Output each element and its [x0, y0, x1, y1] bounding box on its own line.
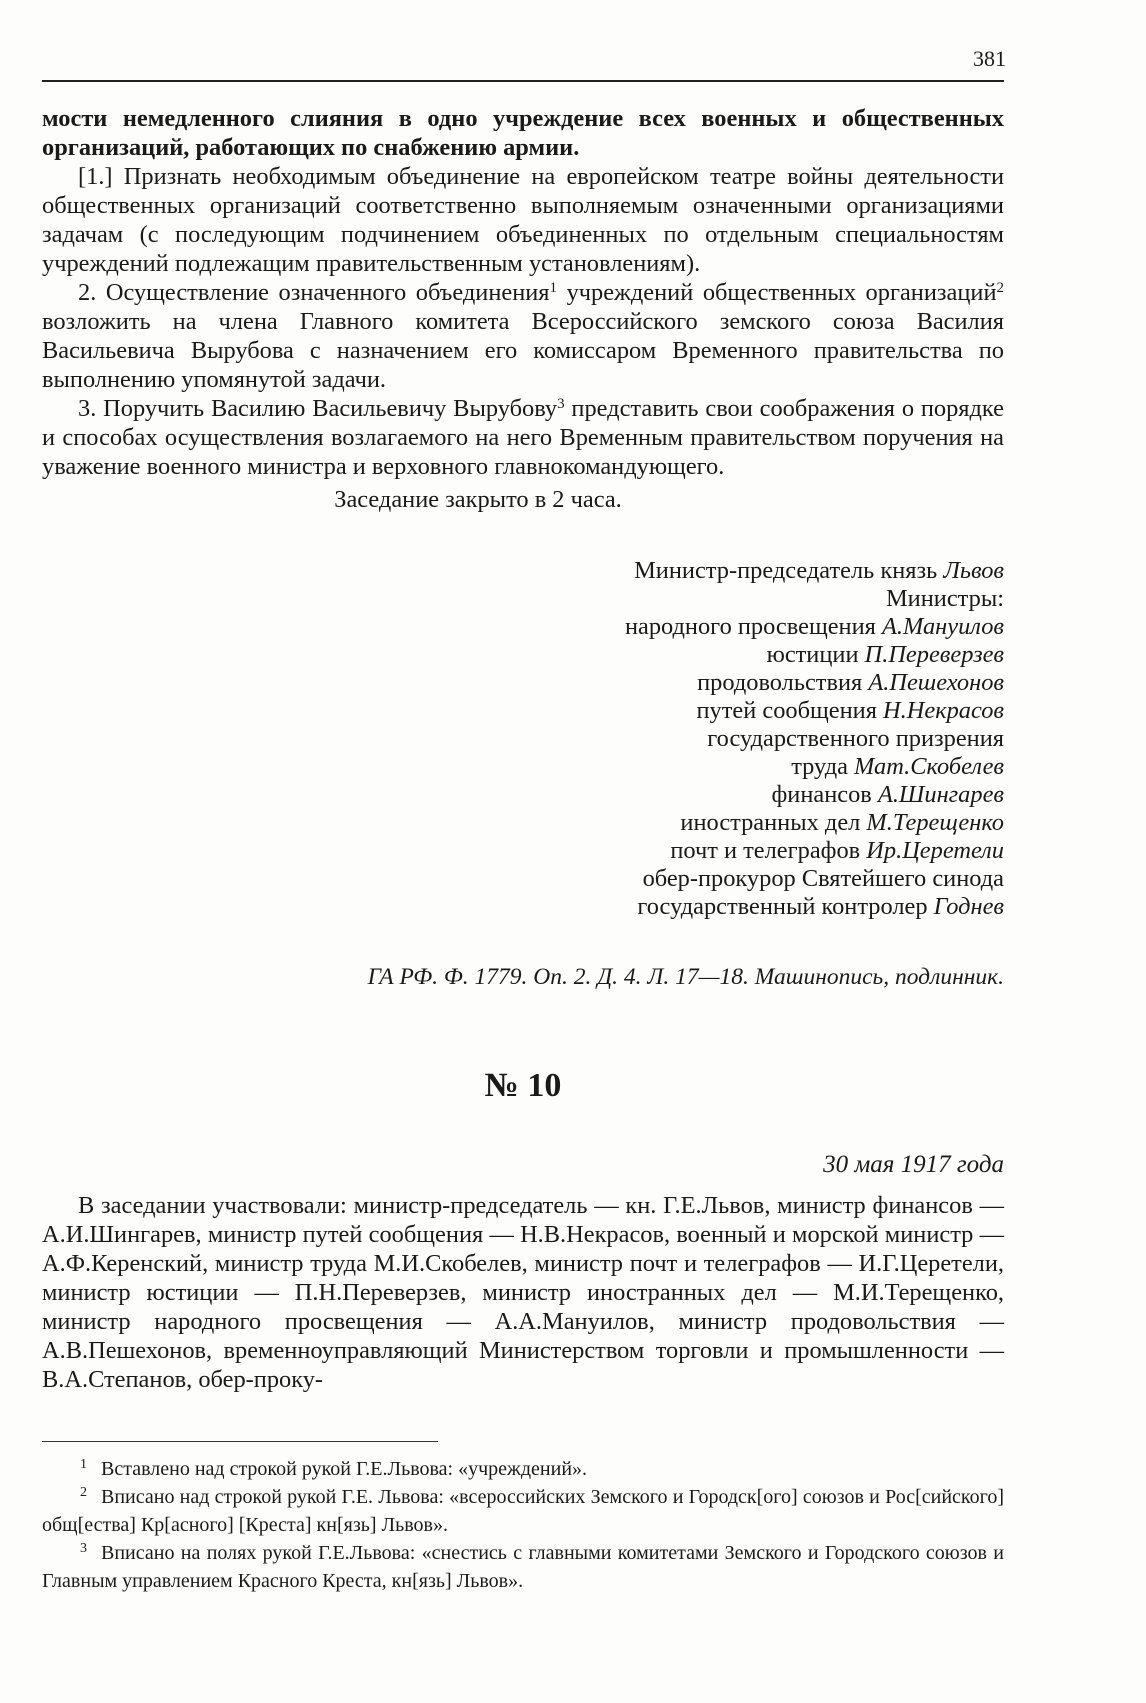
signature-line: труда Мат.Скобелев	[791, 753, 1004, 780]
signature-line: государственного призрения	[707, 725, 1004, 752]
footnote-2: $^2$ Вписано над строкой рукой Г.Е. Львова: «всероссийских Земского и Городск[ого] союзов и Рос[сийского] общ[ества] Кр[асного] [Креста] кн[язь] Львов».	[42, 1485, 1004, 1536]
signature-line: юстиции П.Переверзев	[766, 641, 1004, 668]
footnote-rule	[42, 1441, 438, 1442]
signature-line: финансов А.Шингарев	[771, 781, 1004, 808]
continuation-paragraph: мости немедленного слияния в одно учреждение всех военных и общественных организаций, работающих по снабжению армии.	[42, 105, 1004, 161]
signature-block	[42, 557, 1004, 921]
signature-line: иностранных дел М.Терещенко	[680, 809, 1004, 836]
document-date: 30 мая 1917 года	[823, 1151, 1004, 1178]
footnote-ref-3: 3	[557, 396, 565, 412]
attendance-paragraph: В заседании участвовали: министр-председатель — кн. Г.Е.Львов, министр финансов — А.И.Шингарев, министр путей сообщения — Н.В.Некрасов, военный и морской министр — А.Ф.Керенский, министр труда М.И.Скобелев, министр почт и телеграфов — И.Г.Церетели, министр юстиции — П.Н.Переверзев, министр иностранных дел — М.И.Терещенко, министр народного просвещения — А.А.Мануилов, министр продовольствия — А.В.Пешехонов, временноуправляющий Министерством торговли и промышленности — В.А.Степанов, обер-проку-	[42, 1192, 1004, 1393]
signature-line: народного просвещения А.Мануилов	[624, 613, 1004, 640]
item-2-paragraph: 2. Осуществление означенного объединения$^1$ учреждений общественных организаций$^2$ возложить на члена Главного комитета Всероссийского земского союза Василия Васильевича Вырубова с назначением его комиссаром Временного правительства по выполнению упомянутой задачи.	[42, 279, 1004, 393]
signature-line: путей сообщения Н.Некрасов	[696, 697, 1004, 724]
closing-line: Заседание закрыто в 2 часа.	[334, 486, 622, 513]
document-number: № 10	[484, 1067, 562, 1104]
header-rule	[42, 80, 1004, 82]
item-3-paragraph: 3. Поручить Василию Васильевичу Вырубову$^3$ представить свои соображения о порядке и способах осуществления возлагаемого на него Временным правительством поручения на уважение военного министра и верховного главнокомандующего.	[42, 395, 1004, 480]
signature-line: продовольствия А.Пешехонов	[697, 669, 1004, 696]
footnote-3: $^3$ Вписано на полях рукой Г.Е.Львова: «снестись с главными комитетами Земского и Городского союзов и Главным управлением Красного Креста, кн[язь] Львов».	[42, 1541, 1004, 1592]
signature-line: почт и телеграфов Ир.Церетели	[670, 837, 1004, 864]
footnote-ref-1: 1	[549, 280, 558, 296]
footnote-ref-2: 2	[996, 280, 1004, 296]
footnotes	[42, 1455, 1004, 1595]
item-1-paragraph: [1.] Признать необходимым объединение на европейском театре войны деятельности общественных организаций соответственно выполняемым означенными организациями задачам (с последующим подчинением объединенных по отдельным специальностям учреждений подлежащим правительственным установлениям).	[42, 163, 1004, 277]
signature-line: государственный контролер Годнев	[637, 893, 1004, 920]
page-number: 381	[973, 46, 1006, 71]
signature-line: Министр-председатель князь Львов	[634, 557, 1004, 584]
main-text	[42, 104, 1004, 1394]
signature-line: Министры:	[886, 585, 1004, 612]
archive-reference: ГА РФ. Ф. 1779. Оп. 2. Д. 4. Л. 17—18. Машинопись, подлинник.	[367, 964, 1004, 990]
footnote-1: $^1$ Вставлено над строкой рукой Г.Е.Львова: «учреждений».	[80, 1457, 588, 1480]
signature-line: обер-прокурор Святейшего синода	[642, 865, 1004, 892]
